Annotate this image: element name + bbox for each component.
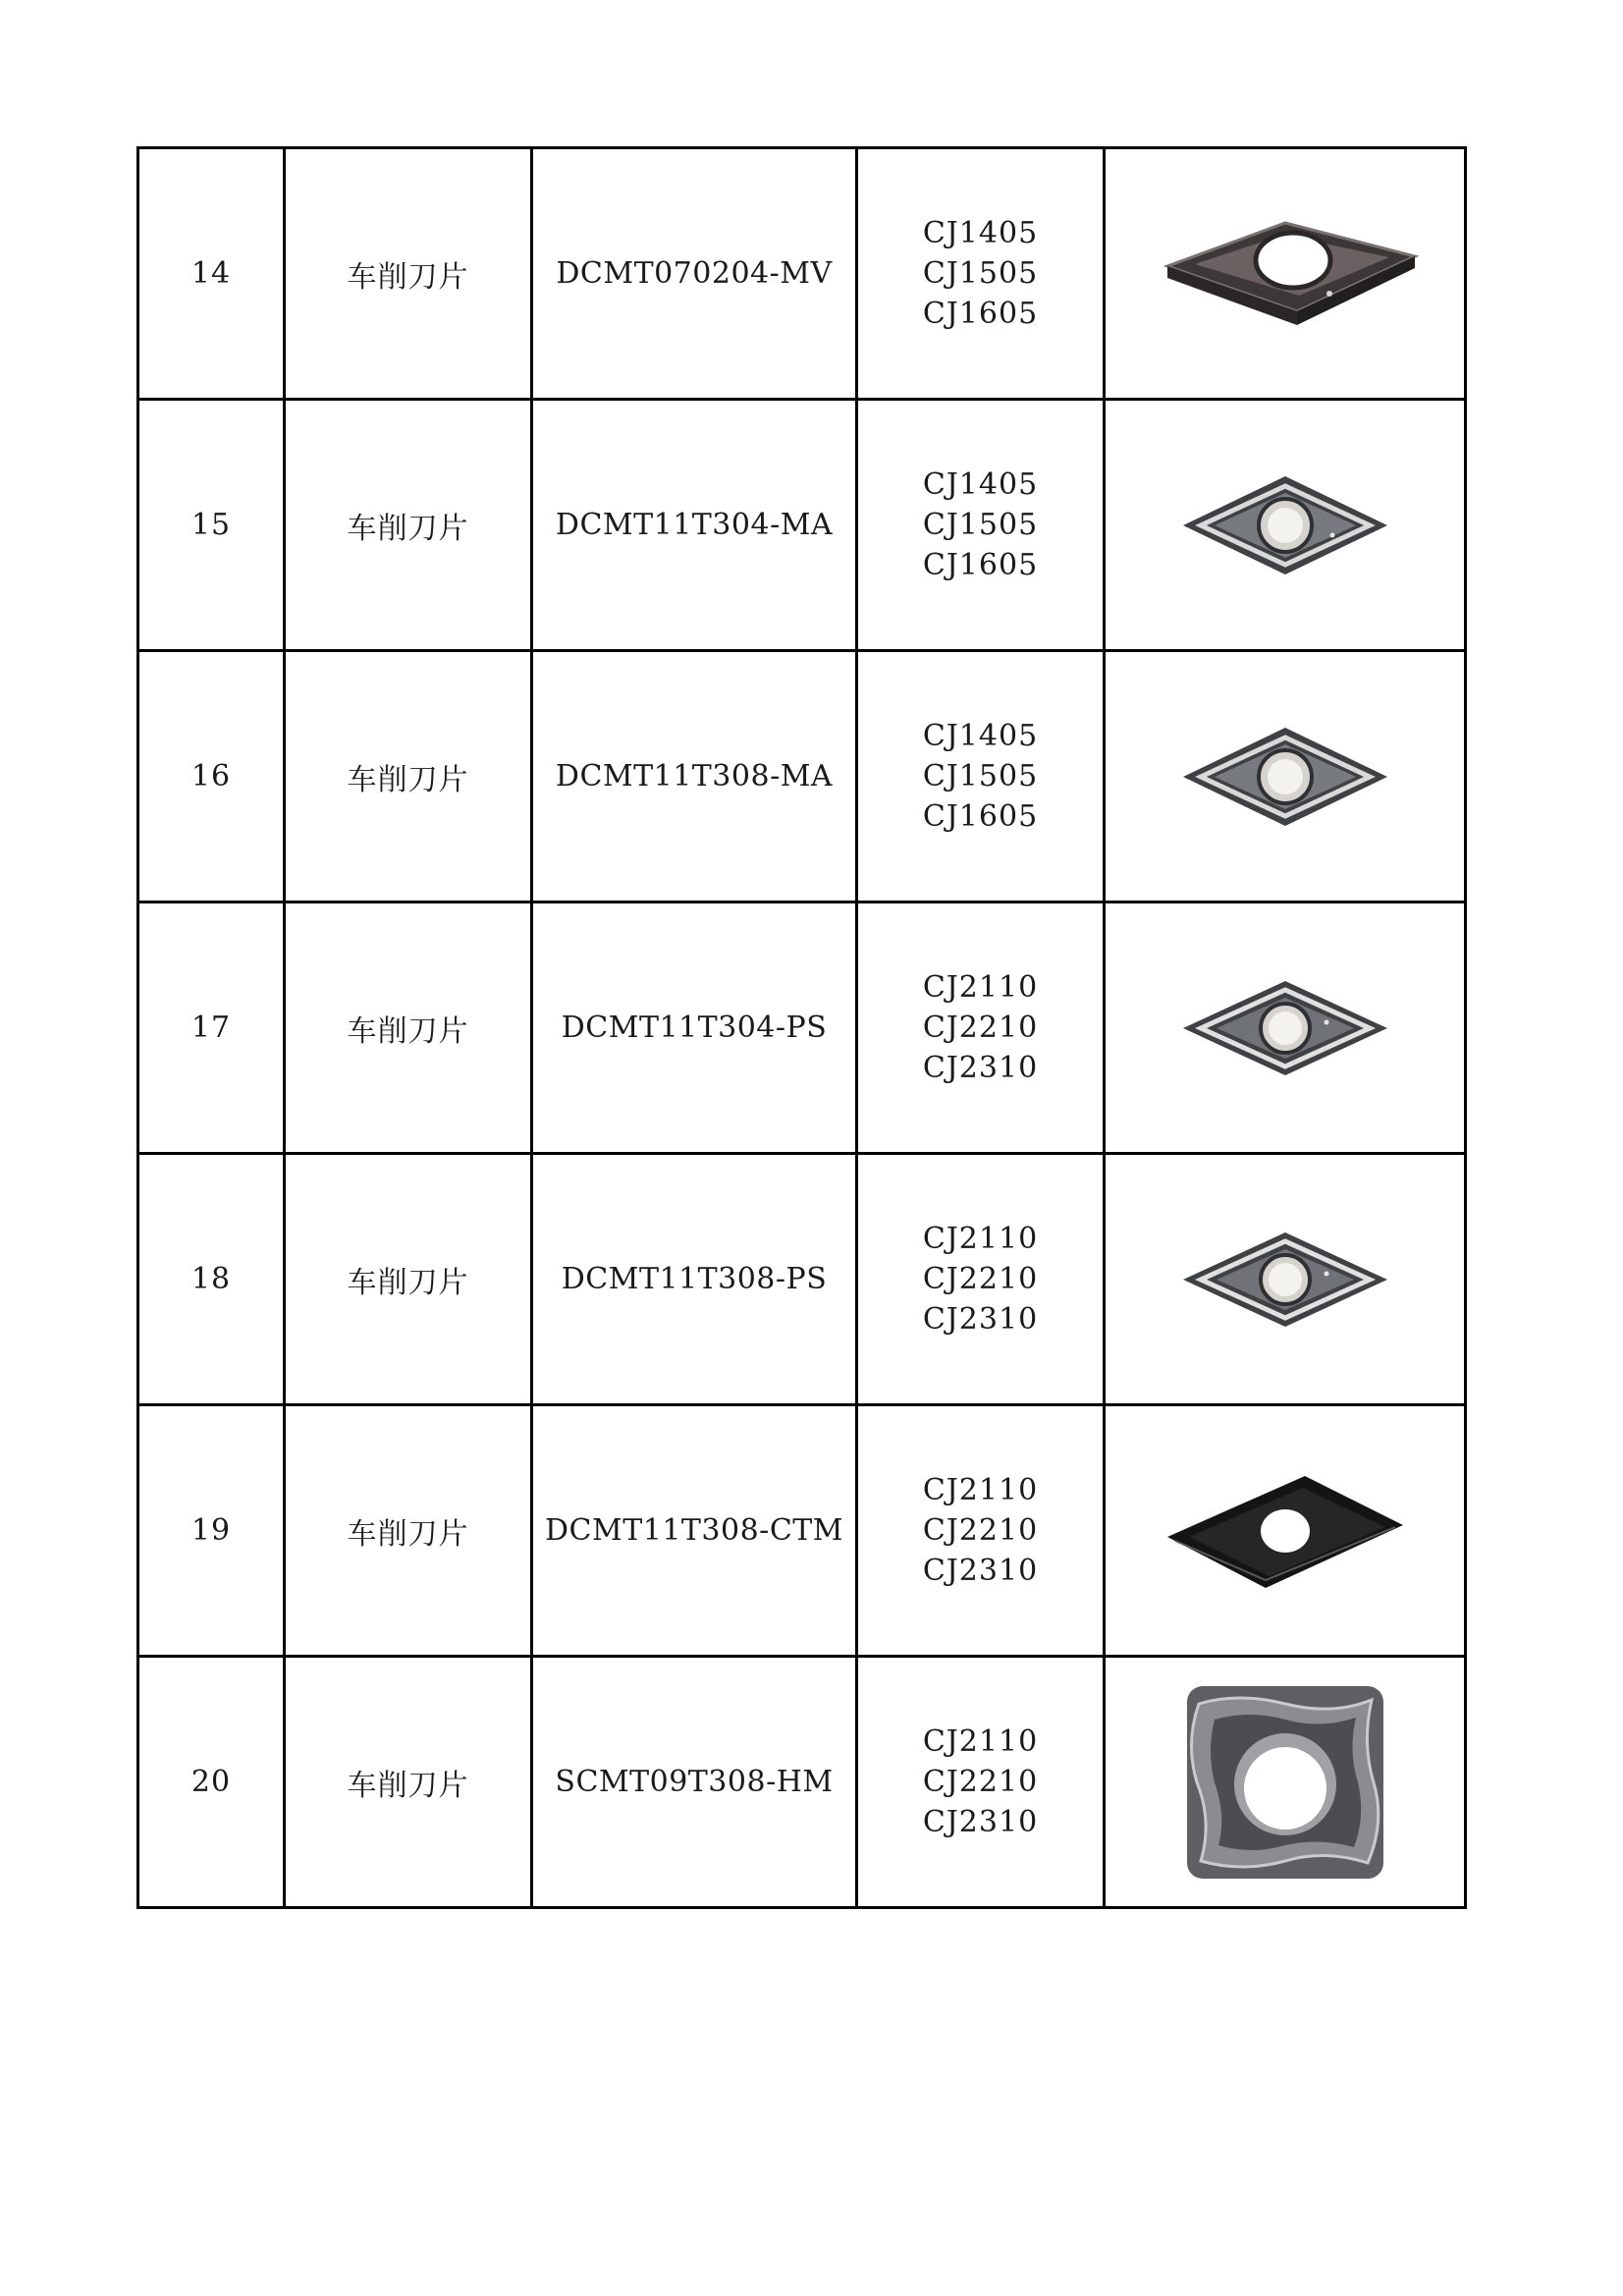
product-model: DCMT070204-MV [532, 148, 857, 400]
grade-item: CJ2210 [922, 1513, 1039, 1548]
row-number: 15 [138, 400, 285, 651]
image-cell [1105, 148, 1466, 400]
image-cell [1105, 1657, 1466, 1908]
product-model: DCMT11T308-MA [532, 651, 857, 902]
grade-item: CJ2310 [922, 1554, 1039, 1588]
table-row [138, 651, 1466, 902]
grade-cell [857, 1154, 1105, 1405]
product-model: DCMT11T308-CTM [532, 1405, 857, 1657]
product-name: 车削刀片 [285, 1657, 532, 1908]
grade-item: CJ2210 [922, 1262, 1039, 1296]
product-table-body [138, 148, 1466, 1908]
product-name: 车削刀片 [285, 902, 532, 1154]
row-number: 17 [138, 902, 285, 1154]
grade-list [923, 967, 1038, 1088]
product-model: DCMT11T308-PS [532, 1154, 857, 1405]
grade-list [923, 1722, 1038, 1842]
row-number: 16 [138, 651, 285, 902]
product-table [136, 146, 1467, 1909]
grade-item: CJ1505 [922, 508, 1039, 542]
insert-image [1167, 1674, 1403, 1890]
insert-image [1158, 1452, 1413, 1610]
product-name: 车削刀片 [285, 1405, 532, 1657]
grade-cell [857, 1405, 1105, 1657]
grade-item: CJ2110 [922, 1724, 1039, 1759]
grade-item: CJ2210 [922, 1011, 1039, 1045]
grade-cell [857, 148, 1105, 400]
table-row [138, 400, 1466, 651]
grade-item: CJ2110 [922, 1222, 1039, 1256]
image-cell [1105, 902, 1466, 1154]
insert-image [1167, 1211, 1403, 1348]
grade-cell [857, 651, 1105, 902]
product-model: SCMT09T308-HM [532, 1657, 857, 1908]
grade-list [923, 465, 1038, 585]
grade-item: CJ2310 [922, 1302, 1039, 1337]
insert-image [1167, 959, 1403, 1097]
product-name: 车削刀片 [285, 400, 532, 651]
table-row [138, 148, 1466, 400]
grade-list [923, 1470, 1038, 1591]
grade-item: CJ1405 [922, 216, 1039, 250]
grade-item: CJ2310 [922, 1805, 1039, 1839]
table-row [138, 1405, 1466, 1657]
grade-item: CJ2110 [922, 970, 1039, 1005]
grade-list [923, 213, 1038, 334]
image-cell [1105, 1154, 1466, 1405]
grade-cell [857, 902, 1105, 1154]
grade-cell [857, 400, 1105, 651]
row-number: 18 [138, 1154, 285, 1405]
grade-item: CJ1405 [922, 467, 1039, 502]
grade-list [923, 716, 1038, 837]
product-name: 车削刀片 [285, 651, 532, 902]
product-model: DCMT11T304-MA [532, 400, 857, 651]
grade-item: CJ1605 [922, 297, 1039, 331]
grade-item: CJ2310 [922, 1051, 1039, 1085]
image-cell [1105, 400, 1466, 651]
image-cell [1105, 1405, 1466, 1657]
grade-list [923, 1219, 1038, 1339]
row-number: 19 [138, 1405, 285, 1657]
table-row [138, 1154, 1466, 1405]
insert-image [1167, 708, 1403, 846]
grade-item: CJ1605 [922, 548, 1039, 582]
grade-item: CJ1605 [922, 799, 1039, 834]
product-name: 车削刀片 [285, 148, 532, 400]
insert-image [1138, 166, 1433, 382]
row-number: 14 [138, 148, 285, 400]
grade-cell [857, 1657, 1105, 1908]
grade-item: CJ1405 [922, 719, 1039, 753]
table-row [138, 1657, 1466, 1908]
product-name: 车削刀片 [285, 1154, 532, 1405]
grade-item: CJ1505 [922, 759, 1039, 793]
image-cell [1105, 651, 1466, 902]
table-row [138, 902, 1466, 1154]
grade-item: CJ2210 [922, 1765, 1039, 1799]
insert-image [1167, 457, 1403, 594]
row-number: 20 [138, 1657, 285, 1908]
grade-item: CJ1505 [922, 256, 1039, 291]
product-model: DCMT11T304-PS [532, 902, 857, 1154]
grade-item: CJ2110 [922, 1473, 1039, 1507]
